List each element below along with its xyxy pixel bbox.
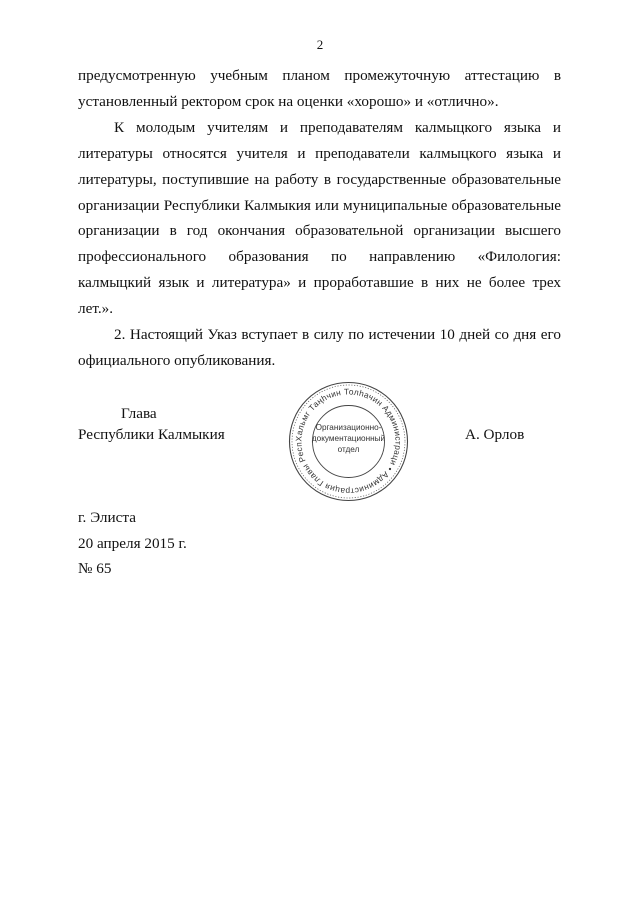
stamp-ring-text: Хальмг Таңһчин Толһачин Администраци • Администрация Главы Респ	[293, 386, 404, 497]
page-number: 2	[316, 37, 324, 52]
paragraph-continuation: предусмотренную учебным планом промежуточную аттестацию в установленный ректором срок на оценки «хорошо» и «отлично».	[78, 67, 561, 110]
signatory-title-line1: Глава	[121, 405, 157, 422]
official-stamp	[287, 380, 410, 503]
stamp-center-line3: отдел	[337, 445, 360, 454]
decree-body	[78, 63, 561, 374]
signatory-title	[78, 403, 225, 445]
signatory-title-line2: Республики Калмыкия	[78, 426, 225, 443]
decree-date: 20 апреля 2015 г.	[78, 534, 187, 552]
stamp-center-line1: Организационно-	[315, 423, 382, 432]
place-date-block	[78, 505, 187, 582]
signatory-name: А. Орлов	[465, 426, 525, 443]
paragraph-definition: К молодым учителям и преподавателям калмыцкого языка и литературы относятся учителя и преподаватели калмыцкого языка и литературы, поступившие на работу в государственные образовательные организации Республики Калмыкия или муниципальные образовательные организации в год окончания образовательной организации высшего профессионального образования по направлению «Филология: калмыцкий язык и литература» и проработавшие в них не более трех лет.».	[78, 118, 561, 318]
city: г. Элиста	[78, 509, 136, 526]
stamp-center-line2: документационный	[311, 434, 386, 443]
paragraph-effective-date: 2. Настоящий Указ вступает в силу по истечении 10 дней со дня его официального опубликования.	[78, 326, 561, 369]
decree-number: № 65	[78, 560, 112, 577]
